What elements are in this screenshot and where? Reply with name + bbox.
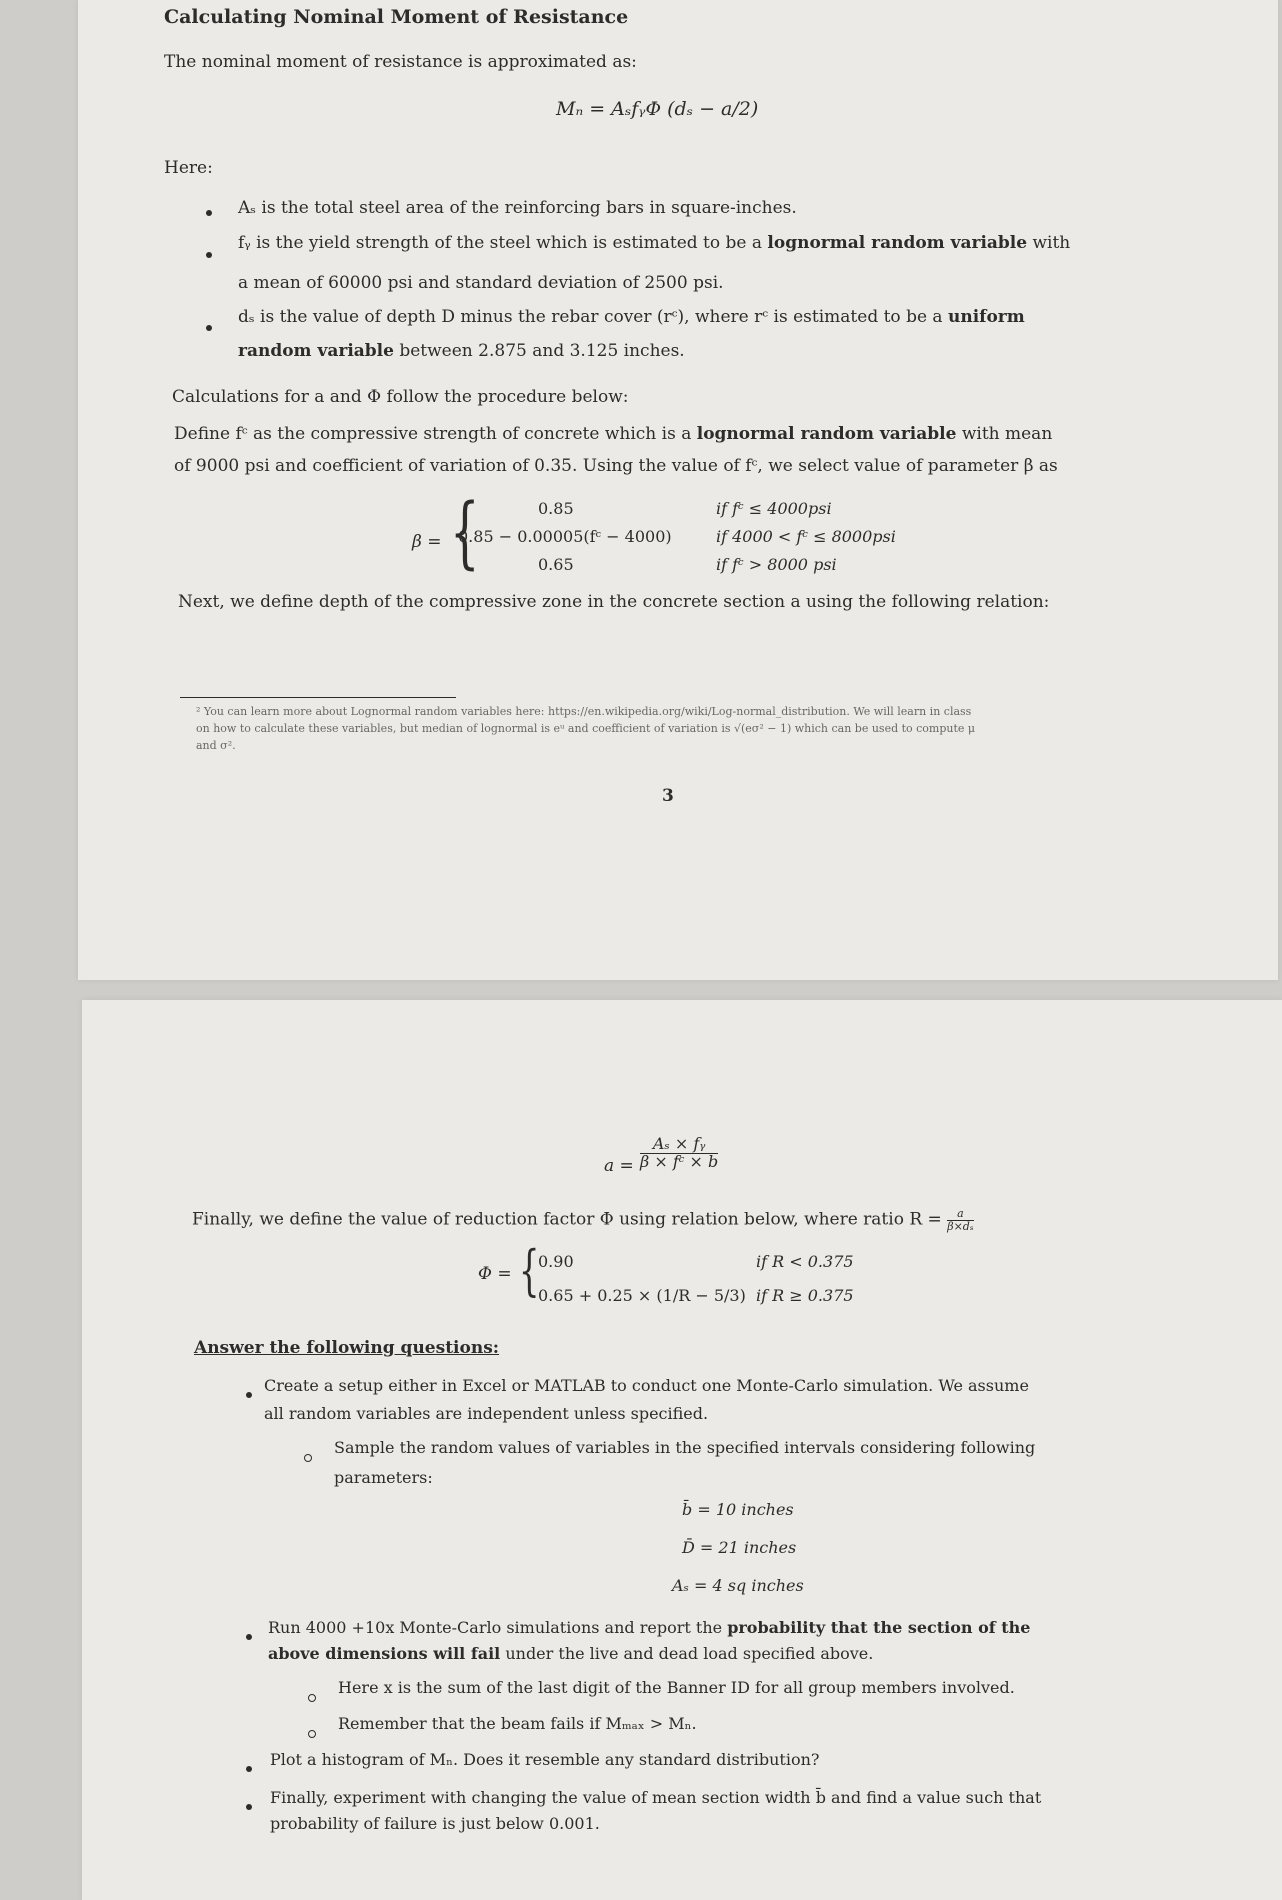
beta-case-1-value: 0.85 — [538, 499, 574, 518]
bullet-fy-line2: a mean of 60000 psi and standard deviation of 2500 psi. — [238, 273, 724, 293]
phi-label: Φ = — [478, 1264, 512, 1284]
a-numerator: Aₛ × fᵧ — [640, 1136, 718, 1154]
bullet-ds-line2: random variable between 2.875 and 3.125 inches. — [238, 341, 685, 361]
sub-bullet-circle — [308, 1730, 316, 1738]
finally-text: Finally, we define the value of reduction factor Φ using relation below, where ratio R = $\frac{a}{\text{β×dₛ}}$ — [192, 1207, 974, 1233]
footnote-line-1: ² You can learn more about Lognormal random variables here: https://en.wikipedia.org/wiki/Log-normal_distribution. We will learn in class — [196, 705, 972, 718]
bullet-as: Aₛ is the total steel area of the reinforcing bars in square-inches. — [238, 198, 797, 218]
param-as: Aₛ = 4 sq inches — [672, 1576, 804, 1595]
a-fraction — [640, 1136, 718, 1171]
beta-case-3-value: 0.65 — [538, 555, 574, 574]
q2-line1: Run 4000 +10x Monte-Carlo simulations and report the probability that the section of the — [268, 1618, 1031, 1637]
q1-line2: all random variables are independent unless specified. — [264, 1404, 709, 1423]
beta-case-3-cond: if fᶜ > 8000 psi — [716, 555, 837, 574]
mn-equation: Mₙ = AₛfᵧΦ (dₛ − a/2) — [556, 98, 759, 120]
beta-case-2-cond: if 4000 < fᶜ ≤ 8000psi — [716, 527, 896, 546]
q1-sub-line2: parameters: — [334, 1468, 433, 1487]
q2-sub1: Here x is the sum of the last digit of the Banner ID for all group members involved. — [338, 1678, 1015, 1697]
bullet-dot — [246, 1634, 252, 1640]
phi-case-2-value: 0.65 + 0.25 × (1/R − 5/3) — [538, 1286, 746, 1305]
here-label: Here: — [164, 158, 213, 178]
bullet-dot — [206, 325, 212, 331]
a-denominator: β × fᶜ × b — [640, 1151, 719, 1171]
param-d: D̄ = 21 inches — [682, 1538, 797, 1557]
footnote-line-2: on how to calculate these variables, but median of lognormal is eᵘ and coefficient of variation is √(eσ² − 1) which can be used to compute μ — [196, 722, 976, 735]
beta-case-2-value: 0.85 − 0.00005(fᶜ − 4000) — [458, 527, 672, 546]
phi-case-2-cond: if R ≥ 0.375 — [756, 1286, 854, 1305]
q2-line2: above dimensions will fail under the live and dead load specified above. — [268, 1644, 874, 1663]
next-text: Next, we define depth of the compressive zone in the concrete section a using the following relation: — [178, 592, 1050, 612]
q4-line2: probability of failure is just below 0.001. — [270, 1814, 600, 1833]
bullet-dot — [206, 252, 212, 258]
q1-sub-line1: Sample the random values of variables in the specified intervals considering following — [334, 1438, 1036, 1457]
bullet-dot — [246, 1766, 252, 1772]
param-b: b̄ = 10 inches — [682, 1500, 794, 1519]
bullet-fy-line1: fᵧ is the yield strength of the steel which is estimated to be a lognormal random variable with — [238, 233, 1071, 253]
q4-line1: Finally, experiment with changing the value of mean section width b̄ and find a value such that — [270, 1788, 1042, 1807]
bullet-dot — [246, 1392, 252, 1398]
a-label: a = — [604, 1156, 634, 1176]
phi-case-1-cond: if R < 0.375 — [756, 1252, 854, 1271]
define-fc-line1: Define fᶜ as the compressive strength of concrete which is a lognormal random variable with mean — [174, 424, 1053, 444]
define-fc-line2: of 9000 psi and coefficient of variation of 0.35. Using the value of fᶜ, we select value of parameter β as — [174, 456, 1058, 476]
calc-intro: Calculations for a and Φ follow the procedure below: — [172, 387, 629, 407]
footnote-line-3: and σ². — [196, 739, 236, 752]
bullet-dot — [206, 210, 212, 216]
footnote-divider — [180, 697, 456, 698]
beta-brace: { — [449, 488, 480, 578]
bullet-ds-line1: dₛ is the value of depth D minus the rebar cover (rᶜ), where rᶜ is estimated to be a uniform — [238, 307, 1025, 327]
q2-sub2: Remember that the beam fails if Mₘₐₓ > Mₙ. — [338, 1714, 697, 1733]
beta-case-1-cond: if fᶜ ≤ 4000psi — [716, 499, 832, 518]
sub-bullet-circle — [308, 1694, 316, 1702]
page-top — [78, 0, 1278, 980]
phi-brace: { — [518, 1239, 540, 1302]
answer-heading: Answer the following questions: — [194, 1338, 500, 1358]
beta-label: β = — [412, 532, 442, 552]
bullet-dot — [246, 1804, 252, 1810]
page-number: 3 — [662, 786, 674, 806]
q1-line1: Create a setup either in Excel or MATLAB to conduct one Monte-Carlo simulation. We assume — [264, 1376, 1029, 1395]
phi-case-1-value: 0.90 — [538, 1252, 574, 1271]
q3: Plot a histogram of Mₙ. Does it resemble any standard distribution? — [270, 1750, 820, 1769]
sub-bullet-circle — [304, 1454, 312, 1462]
section-title: Calculating Nominal Moment of Resistance — [164, 6, 629, 28]
intro-text: The nominal moment of resistance is approximated as: — [164, 52, 637, 72]
